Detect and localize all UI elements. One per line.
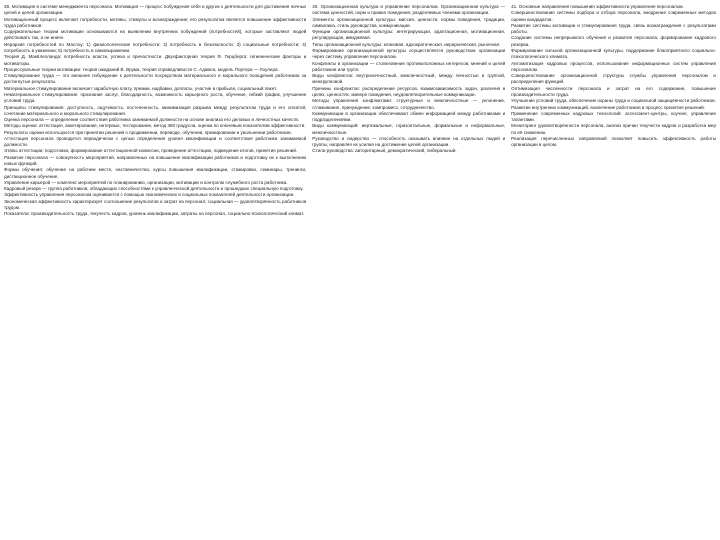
paragraph: Эффективность управления персоналом оценивается с помощью экономических и социальных показателей деятельности организации. <box>4 192 295 198</box>
paragraph: Методы управления конфликтами: структурные и межличностные — уклонение, сглаживание, принуждение, компромисс, сотрудничество. <box>312 98 506 110</box>
paragraph: Этапы аттестации: подготовка, формирование аттестационной комиссии, проведение аттестации, подведение итогов, принятие решений. <box>4 148 298 154</box>
paragraph: Формы обучения: обучение на рабочем месте, наставничество, курсы повышения квалификации, стажировки, семинары, тренинги, дистанционное обучение. <box>4 167 307 179</box>
paragraph: Результаты оценки используются при принятии решений о продвижении, переводе, обучении, премировании и увольнении работников. <box>4 129 292 135</box>
paragraph: Типы организационной культуры: клановая, адхократическая, иерархическая, рыночная. <box>312 41 501 47</box>
paragraph: Стили руководства: авторитарный, демократический, либеральный. <box>312 148 457 154</box>
paragraph: Стимулирование труда — это внешнее побуждение к деятельности посредством материального и морального поощрения работников за достигнутые результаты. <box>4 73 307 85</box>
paragraph: Руководство и лидерство — способность оказывать влияние на отдельных людей и группы, направляя их усилия на достижение целей организации. <box>312 135 506 148</box>
paragraph: Мотивационный процесс включает потребности, мотивы, стимулы и вознаграждение; его результатом является повышение эффективности труда работников. <box>4 16 307 28</box>
paragraph: Формирование сильной организационной культуры, поддержание благоприятного социально-психологического климата. <box>511 47 716 60</box>
paragraph: Причины конфликтов: распределение ресурсов, взаимозависимость задач, различия в целях, ценностях, манере поведения, неудовлетворительные коммуникации. <box>312 85 506 97</box>
paragraph: 39. Мотивация в системе менеджмента персонала. Мотивация — процесс побуждения себя и других к деятельности для достижения личных целей и целей организации. <box>4 4 307 16</box>
paragraph: Развитие персонала — совокупность мероприятий, направленных на повышение квалификации работников и подготовку их к выполнению новых функций. <box>4 154 307 167</box>
paragraph: Элементы организационной культуры: миссия, ценности, нормы поведения, традиции, символика, стиль руководства, коммуникации. <box>312 16 506 28</box>
paragraph: Принципы стимулирования: доступность, ощутимость, постепенность, минимизация разрыва между результатом труда и его оплатой, сочетание материального и морального стимулирования. <box>4 104 307 116</box>
paragraph: Виды конфликтов: внутриличностный, межличностный, между личностью и группой, межгрупповой. <box>312 73 506 85</box>
paragraph: Улучшение условий труда, обеспечение охраны труда и социальной защищённости работников. <box>511 98 716 104</box>
paragraph: Автоматизация кадровых процессов, использование информационных систем управления персоналом. <box>511 60 716 72</box>
paragraph: Содержательные теории мотивации основываются на выявлении внутренних побуждений (потребностей), которые заставляют людей действовать так, а не иначе. <box>4 29 307 41</box>
paragraph: Применение современных кадровых технологий: ассессмент-центры, коучинг, управление талантами. <box>511 110 716 123</box>
paragraph: Процессуальные теории мотивации: теория ожиданий В. Врума, теория справедливости С. Адамса, модель Портера — Лоулера. <box>4 66 279 72</box>
paragraph: Функции организационной культуры: интегрирующая, адаптационная, мотивационная, регулирующая, имиджевая. <box>312 29 506 41</box>
text-column-middle <box>312 4 505 537</box>
paragraph: Материальное стимулирование включает заработную плату, премии, надбавки, доплаты, участие в прибыли, социальный пакет. <box>4 85 277 91</box>
paragraph: Мониторинг удовлетворённости персонала, анализ причин текучести кадров и разработка мер по её снижению. <box>511 123 716 135</box>
paragraph: Развитие системы мотивации и стимулирования труда, связь вознаграждения с результатами работы. <box>511 22 716 35</box>
paragraph: Совершенствование организационной структуры службы управления персоналом и распределения функций. <box>511 73 716 85</box>
paragraph: Показатели: производительность труда, текучесть кадров, уровень квалификации, затраты на персонал, социально-психологический климат. <box>4 211 305 217</box>
paragraph: 40. Организационная культура и управление персоналом. Организационная культура — система ценностей, норм и правил поведения, разделяемых членами организации. <box>312 4 506 16</box>
paragraph: Экономическая эффективность характеризует соотношение результатов и затрат на персонал; социальная — удовлетворённость работников трудом. <box>4 198 307 210</box>
paragraph: Создание системы непрерывного обучения и развития персонала, формирование кадрового резерва. <box>511 35 716 47</box>
paragraph: Оценка персонала — определение соответствия работника занимаемой должности на основе анализа его деловых и личностных качеств. <box>4 117 300 123</box>
text-column-right <box>511 4 716 537</box>
paragraph: 41. Основные направления повышения эффективности управления персоналом. <box>511 4 684 9</box>
paragraph: Кадровый резерв — группа работников, обладающих способностями к управленческой деятельности и прошедших специальную подготовку. <box>4 186 304 192</box>
paragraph: Виды коммуникаций: вертикальные, горизонтальные, формальные и неформальные, межличностные. <box>312 123 506 135</box>
paragraph: Аттестация персонала проводится периодически с целью определения уровня квалификации и соответствия работника занимаемой должности. <box>4 135 307 148</box>
paragraph: Формирование организационной культуры осуществляется руководством организации через систему управления персоналом. <box>312 47 506 60</box>
paragraph: Управление карьерой — комплекс мероприятий по планированию, организации, мотивации и контролю служебного роста работника. <box>4 179 288 185</box>
paragraph: Иерархия потребностей по Маслоу: 1) физиологические потребности; 2) потребность в безопасности; 3) социальные потребности; 4) потребность в уважении; 5) потребность в самовыражении. <box>4 41 307 53</box>
paragraph: Совершенствование системы подбора и отбора персонала, внедрение современных методов оценки кандидатов. <box>511 10 716 22</box>
paragraph: Развитие внутренних коммуникаций, вовлечение работников в процесс принятия решений. <box>511 104 705 110</box>
paragraph: Реализация перечисленных направлений позволяет повысить эффективность работы организации в целом. <box>511 135 716 148</box>
paragraph: Оптимизация численности персонала и затрат на его содержание, повышение производительности труда. <box>511 85 716 97</box>
text-column-left <box>4 4 306 537</box>
paragraph: Методы оценки: аттестация, анкетирование, интервью, тестирование, метод 360 градусов, оценка по ключевым показателям эффективности. <box>4 123 306 129</box>
paragraph: Нематериальное стимулирование: признание заслуг, благодарность, возможность карьерного роста, обучение, гибкий график, улучшение условий труда. <box>4 91 307 104</box>
paragraph: Теория Д. МакКлелланда: потребность власти, успеха и причастности. Двухфакторная теория Ф. Герцберга: гигиенические факторы и мотиваторы. <box>4 54 307 66</box>
paragraph: Коммуникации в организации обеспечивают обмен информацией между работниками и подразделениями. <box>312 110 506 123</box>
paragraph: Конфликты в организации — столкновение противоположных интересов, мнений и целей работников или групп. <box>312 60 506 72</box>
